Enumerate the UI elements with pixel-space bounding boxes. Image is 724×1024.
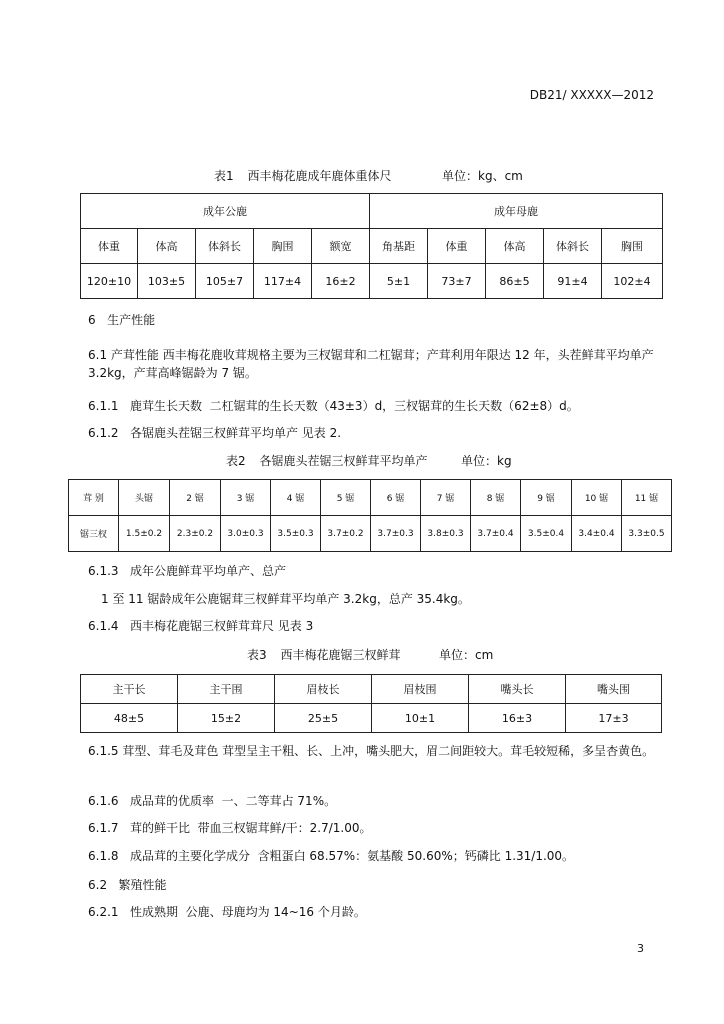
table2-header-cell: 4 锯 xyxy=(271,480,321,516)
table3-header-cell: 眉枝围 xyxy=(372,675,469,704)
table1-value-cell: 102±4 xyxy=(602,264,663,299)
table2-value-cell: 3.5±0.4 xyxy=(521,516,572,552)
table3-header-cell: 嘴头长 xyxy=(469,675,566,704)
table1-header-cell: 体重 xyxy=(428,229,486,264)
table1-header-cell: 体斜长 xyxy=(544,229,602,264)
table3-value-cell: 25±5 xyxy=(275,704,372,733)
table2-value-cell: 3.7±0.4 xyxy=(471,516,521,552)
table2-value-cell: 3.0±0.3 xyxy=(221,516,271,552)
table2-value-cell: 3.5±0.3 xyxy=(271,516,321,552)
table2-value-row xyxy=(69,516,672,552)
page-number: 3 xyxy=(637,942,644,955)
table1-value-cell: 105±7 xyxy=(196,264,254,299)
table1-header-cell: 角基距 xyxy=(370,229,428,264)
section-6-heading: 6 生产性能 xyxy=(88,313,156,327)
paragraph-6-1-5: 6.1.5 茸型、茸毛及茸色 茸型呈主干粗、长、上冲，嘴头肥大，眉二间距较大。茸毛较短稀，多呈杏黄色。 xyxy=(88,744,655,758)
table2-header-cell: 3 锯 xyxy=(221,480,271,516)
table3-value-cell: 10±1 xyxy=(372,704,469,733)
table1-value-cell: 86±5 xyxy=(486,264,544,299)
table1-header-cell: 胸围 xyxy=(254,229,312,264)
table3-header-cell: 嘴头围 xyxy=(566,675,662,704)
paragraph-6-1-7: 6.1.7 茸的鲜干比 带血三杈锯茸鲜/干：2.7/1.00。 xyxy=(88,821,372,835)
table2 xyxy=(68,479,672,552)
paragraph-6-1-3: 6.1.3 成年公鹿鲜茸平均单产、总产 xyxy=(88,564,286,578)
table1-header-cell: 体重 xyxy=(81,229,138,264)
table3-header-cell: 主干围 xyxy=(178,675,275,704)
table1-value-cell: 73±7 xyxy=(428,264,486,299)
table2-header-cell: 8 锯 xyxy=(471,480,521,516)
document-id: DB21/ XXXXX—2012 xyxy=(529,88,654,102)
table1-value-cell: 91±4 xyxy=(544,264,602,299)
table1-header-row xyxy=(81,229,663,264)
table2-caption: 表2 各锯鹿头茬锯三杈鲜茸平均单产 xyxy=(226,454,428,468)
table1-group-male: 成年公鹿 xyxy=(81,194,370,229)
table1-header-cell: 体高 xyxy=(486,229,544,264)
table3-value-cell: 16±3 xyxy=(469,704,566,733)
table2-value-cell: 1.5±0.2 xyxy=(119,516,170,552)
table1-value-cell: 120±10 xyxy=(81,264,138,299)
paragraph-6-1-1: 6.1.1 鹿茸生长天数 二杠锯茸的生长天数（43±3）d，三杈锯茸的生长天数（62±8）d。 xyxy=(88,399,579,413)
table3 xyxy=(80,674,662,733)
table2-header-cell: 5 锯 xyxy=(321,480,371,516)
table3-value-cell: 48±5 xyxy=(81,704,178,733)
table2-value-cell: 2.3±0.2 xyxy=(170,516,221,552)
table1-group-female: 成年母鹿 xyxy=(370,194,663,229)
table1-value-row xyxy=(81,264,663,299)
table1-value-cell: 16±2 xyxy=(312,264,370,299)
table1-caption: 表1 西丰梅花鹿成年鹿体重体尺 xyxy=(214,169,392,183)
table2-value-cell: 锯三杈 xyxy=(69,516,119,552)
table1-header-cell: 体斜长 xyxy=(196,229,254,264)
table3-header-row xyxy=(81,675,662,704)
table2-header-cell: 9 锯 xyxy=(521,480,572,516)
table3-value-row xyxy=(81,704,662,733)
paragraph-6-1-8: 6.1.8 成品茸的主要化学成分 含粗蛋白 68.57%：氨基酸 50.60%；钙磷比 1.31/1.00。 xyxy=(88,849,575,863)
table2-value-cell: 3.7±0.3 xyxy=(371,516,421,552)
table2-header-cell: 11 锯 xyxy=(622,480,672,516)
table2-unit: 单位：kg xyxy=(461,454,512,468)
table1-value-cell: 5±1 xyxy=(370,264,428,299)
table1-header-cell: 胸围 xyxy=(602,229,663,264)
table1-header-cell: 额宽 xyxy=(312,229,370,264)
table2-header-row xyxy=(69,480,672,516)
table3-unit: 单位：cm xyxy=(439,648,494,662)
paragraph-6-1-4: 6.1.4 西丰梅花鹿锯三杈鲜茸茸尺 见表 3 xyxy=(88,619,314,633)
table3-value-cell: 15±2 xyxy=(178,704,275,733)
paragraph-6-1: 6.1 产茸性能 西丰梅花鹿收茸规格主要为三杈锯茸和二杠锯茸；产茸利用年限达 12 年，头茬鲜茸平均单产 3.2kg，产茸高峰锯龄为 7 锯。 xyxy=(88,348,654,380)
table2-header-cell: 头锯 xyxy=(119,480,170,516)
table1-value-cell: 103±5 xyxy=(138,264,196,299)
table1-value-cell: 117±4 xyxy=(254,264,312,299)
table2-value-cell: 3.7±0.2 xyxy=(321,516,371,552)
table2-value-cell: 3.8±0.3 xyxy=(421,516,471,552)
table3-header-cell: 主干长 xyxy=(81,675,178,704)
paragraph-6-1-3-body: 1 至 11 锯龄成年公鹿锯茸三杈鲜茸平均单产 3.2kg，总产 35.4kg。 xyxy=(101,592,470,606)
table1-unit: 单位：kg、cm xyxy=(442,169,523,183)
table2-value-cell: 3.3±0.5 xyxy=(622,516,672,552)
table2-header-cell: 2 锯 xyxy=(170,480,221,516)
table2-header-cell: 10 锯 xyxy=(572,480,622,516)
table1-group-row xyxy=(81,194,663,229)
paragraph-6-1-2: 6.1.2 各锯鹿头茬锯三杈鲜茸平均单产 见表 2. xyxy=(88,426,342,440)
paragraph-6-1-6: 6.1.6 成品茸的优质率 一、二等茸占 71%。 xyxy=(88,794,337,808)
section-6-2-heading: 6.2 繁殖性能 xyxy=(88,878,167,892)
table1-header-cell: 体高 xyxy=(138,229,196,264)
table2-header-cell: 茸 别 xyxy=(69,480,119,516)
table1 xyxy=(80,193,663,299)
table2-header-cell: 7 锯 xyxy=(421,480,471,516)
table2-header-cell: 6 锯 xyxy=(371,480,421,516)
table3-header-cell: 眉枝长 xyxy=(275,675,372,704)
table3-value-cell: 17±3 xyxy=(566,704,662,733)
paragraph-6-2-1: 6.2.1 性成熟期 公鹿、母鹿均为 14~16 个月龄。 xyxy=(88,905,366,919)
table2-value-cell: 3.4±0.4 xyxy=(572,516,622,552)
table3-caption: 表3 西丰梅花鹿锯三杈鲜茸 xyxy=(247,648,401,662)
